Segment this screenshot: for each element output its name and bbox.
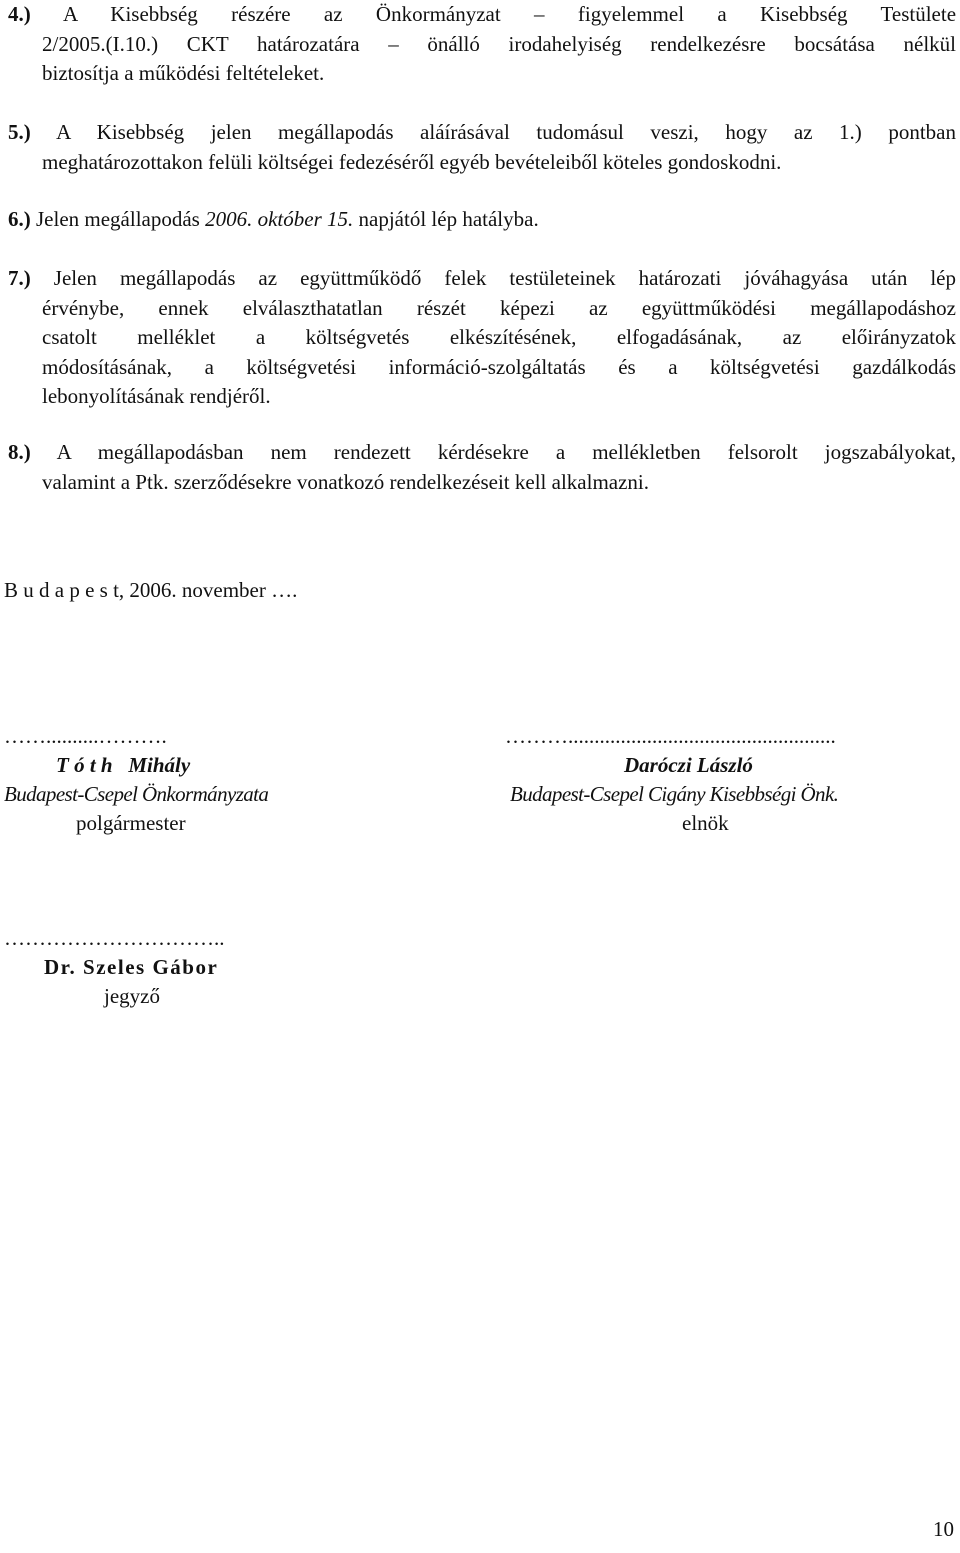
signature-line: ………………………….. bbox=[4, 926, 225, 950]
clause-text-line: csatolt melléklet a költségvetés elkészítésének, elfogadásának, az előirányzatok bbox=[42, 325, 956, 349]
clause-text-line: valamint a Ptk. szerződésekre vonatkozó rendelkezéseit kell alkalmazni. bbox=[42, 469, 650, 494]
clause-text: napjától lép hatályba. bbox=[353, 207, 539, 231]
signatory-name: Dr. Szeles Gábor bbox=[44, 955, 219, 979]
clause-5 bbox=[8, 118, 956, 177]
clause-number: 4.) bbox=[8, 2, 31, 26]
clause-text-line: biztosítja a működési feltételeket. bbox=[42, 61, 325, 85]
clause-text-line: érvénybe, ennek elválaszthatatlan részét képezi az együttműködési megállapodáshoz bbox=[42, 295, 956, 320]
signatory-organization: Budapest-Csepel Cigány Kisebbségi Önk. bbox=[510, 782, 839, 806]
clause-8 bbox=[8, 438, 956, 497]
signature-block-bottom bbox=[0, 924, 320, 1011]
clause-number: 6.) bbox=[8, 207, 31, 231]
clause-text-line: lebonyolításának rendjéről. bbox=[42, 384, 271, 408]
clause-text-line: A Kisebbség jelen megállapodás aláírásával tudomásul veszi, hogy az 1.) pontban bbox=[56, 120, 956, 144]
signature-line: ……..........………. bbox=[4, 724, 167, 748]
clause-4 bbox=[8, 0, 956, 89]
signatory-title: elnök bbox=[682, 811, 729, 835]
signatory-name: Daróczi László bbox=[624, 753, 753, 777]
signatory-name: T ó t h Mihály bbox=[56, 753, 191, 777]
signature-line: ………................................................... bbox=[505, 724, 836, 748]
clause-text-line: A megállapodásban nem rendezett kérdésekre a mellékletben felsorolt jogszabályokat, bbox=[56, 440, 956, 464]
effective-date: 2006. október 15. bbox=[205, 207, 354, 231]
clause-text-line: Jelen megállapodás az együttműködő felek testületeinek határozati jóváhagyása után lép bbox=[53, 266, 957, 290]
clause-text-line: 2/2005.(I.10.) CKT határozatára – önálló irodahelyiség rendelkezésre bocsátása nélkül bbox=[42, 31, 956, 56]
signatory-title: polgármester bbox=[76, 811, 186, 835]
clause-6 bbox=[8, 205, 956, 235]
place-date: B u d a p e s t, 2006. november …. bbox=[4, 578, 298, 602]
signatory-organization: Budapest-Csepel Önkormányzata bbox=[4, 782, 269, 806]
page-number: 10 bbox=[933, 1517, 954, 1541]
clause-number: 5.) bbox=[8, 120, 31, 144]
clause-text: Jelen megállapodás bbox=[36, 207, 206, 231]
signature-block-right bbox=[505, 722, 925, 838]
signature-block-left bbox=[0, 722, 330, 838]
clause-text-line: meghatározottakon felüli költségei fedezéséről egyéb bevételeiből köteles gondoskodni. bbox=[42, 149, 782, 174]
clause-text-line: A Kisebbség részére az Önkormányzat – figyelemmel a Kisebbség Testülete bbox=[62, 2, 957, 26]
clause-number: 8.) bbox=[8, 440, 31, 464]
signatory-title: jegyző bbox=[104, 984, 160, 1008]
clause-number: 7.) bbox=[8, 266, 31, 290]
clause-text-line: módosításának, a költségvetési információ-szolgáltatás és a költségvetési gazdálkodás bbox=[42, 354, 956, 379]
clause-7 bbox=[8, 264, 956, 412]
